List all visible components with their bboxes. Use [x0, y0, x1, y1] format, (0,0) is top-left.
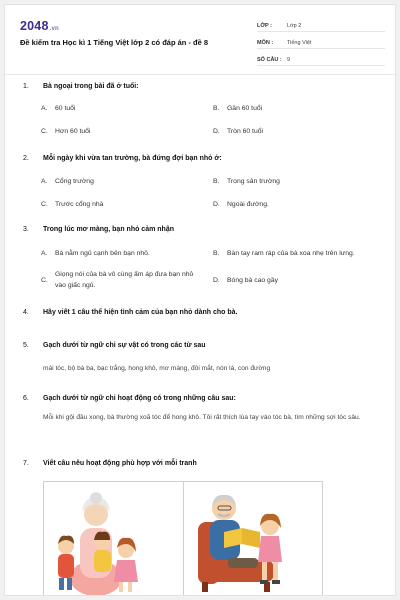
question-text: Hãy viết 1 câu thể hiện tình cảm của bạn nhỏ dành cho bà. — [43, 309, 238, 316]
option-2b[interactable]: B. Trong sân trường — [213, 178, 280, 185]
question-text: Bà ngoại trong bài đã ở tuổi: — [43, 83, 139, 90]
meta-value: Tiếng Việt — [287, 40, 312, 46]
document-title: Đề kiểm tra Học kì 1 Tiếng Việt lớp 2 có đáp án - đề 8 — [20, 38, 209, 47]
option-1d[interactable]: D. Tròn 60 tuổi — [213, 128, 264, 135]
question-1 — [23, 83, 383, 90]
option-1b[interactable]: B. Gần 60 tuổi — [213, 105, 263, 112]
option-2d[interactable]: D. Ngoài đường. — [213, 201, 269, 208]
worksheet-page — [4, 4, 396, 596]
question-number: 3. — [23, 226, 29, 233]
question-6 — [23, 395, 383, 421]
question-3 — [23, 226, 383, 233]
meta-value: 9 — [287, 57, 291, 63]
grandfather-reading-illustration — [184, 482, 324, 596]
question-text: Mỗi ngày khi vừa tan trường, bà đứng đợi bạn nhỏ ở: — [43, 155, 222, 162]
option-2a[interactable]: A. Cổng trường — [41, 178, 94, 185]
meta-key: SỐ CÂU : — [257, 57, 282, 63]
option-3a[interactable]: A. Bà nằm ngủ cạnh bên bạn nhỏ. — [41, 250, 150, 257]
meta-row-grade — [257, 17, 385, 32]
question-text: Trong lúc mơ màng, bạn nhỏ cảm nhận — [43, 226, 174, 233]
grandmother-children-illustration — [44, 482, 184, 596]
question-7 — [23, 460, 383, 467]
option-3b[interactable]: B. Bàn tay ram ráp của bà xoa nhẹ trên lưng. — [213, 250, 355, 257]
question-text: Gạch dưới từ ngữ chỉ hoạt động có trong những câu sau: — [43, 395, 236, 402]
question-number: 1. — [23, 83, 29, 90]
option-1c[interactable]: C. Hơn 60 tuổi — [41, 128, 91, 135]
site-logo[interactable]: 2048.vn — [20, 19, 59, 33]
meta-table — [257, 17, 385, 68]
meta-value: Lớp 2 — [287, 23, 302, 29]
question-text: Gạch dưới từ ngữ chỉ sự vật có trong các từ sau — [43, 342, 206, 349]
meta-row-count — [257, 51, 385, 66]
question-4 — [23, 309, 383, 316]
page-header — [5, 5, 395, 75]
option-3c[interactable]: C. Giọng nói của bà vô cùng ấm áp đưa bạn nhỏ vào giấc ngủ. — [41, 271, 194, 289]
question-number: 2. — [23, 155, 29, 162]
question-number: 4. — [23, 309, 29, 316]
question-2 — [23, 155, 383, 162]
option-1a[interactable]: A. 60 tuổi — [41, 105, 76, 112]
picture-grandmother-with-children — [44, 482, 183, 596]
picture-table — [43, 481, 323, 596]
question-number: 6. — [23, 395, 29, 402]
question-text: Viết câu nêu hoạt động phù hợp với mỗi tranh — [43, 460, 197, 467]
meta-key: MÔN : — [257, 40, 274, 46]
question-number: 7. — [23, 460, 29, 467]
option-2c[interactable]: C. Trước cổng nhà — [41, 201, 104, 208]
picture-grandfather-reading — [183, 482, 323, 596]
question-number: 5. — [23, 342, 29, 349]
passage-text: Mỗi khi gội đầu xong, bà thường xoã tóc để hong khô. Tôi rất thích lùa tay vào tóc bà, tìm những sợi tóc sâu. — [43, 414, 361, 421]
meta-row-subject — [257, 34, 385, 49]
word-list: mái tóc, bộ bà ba, bạc trắng, hong khô, mơ màng, đôi mắt, nón lá, con đường — [43, 365, 271, 372]
question-5 — [23, 342, 383, 372]
option-3d[interactable]: D. Bóng bà cao gầy — [213, 277, 279, 284]
meta-key: LỚP : — [257, 23, 272, 29]
